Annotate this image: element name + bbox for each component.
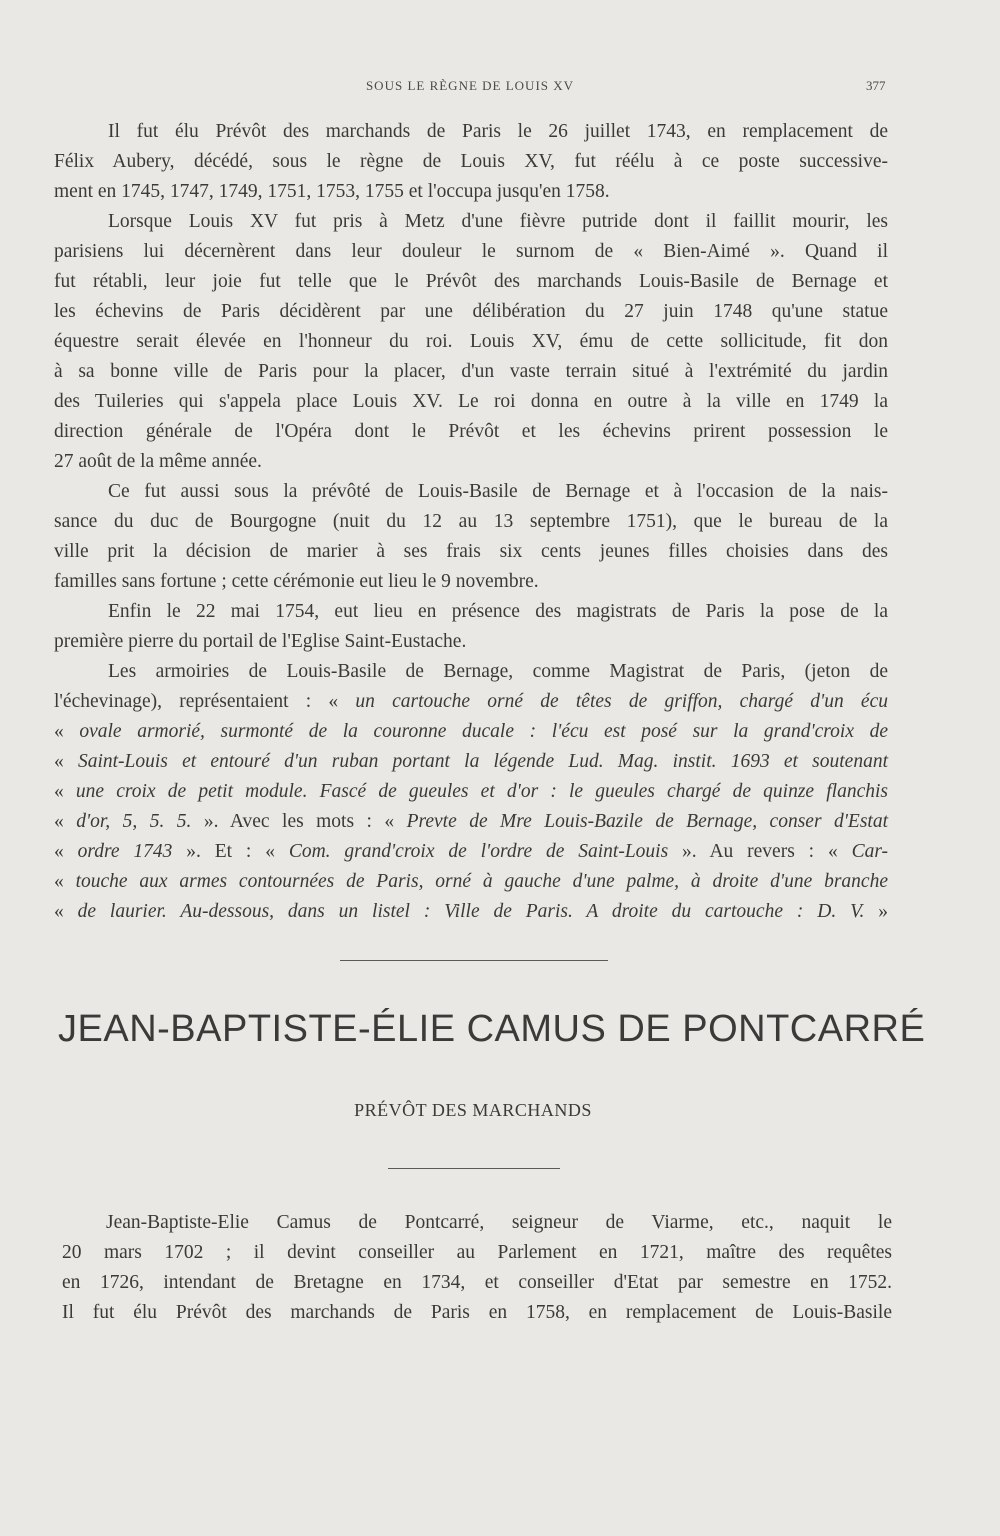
text-line: sance du duc de Bourgogne (nuit du 12 au 13 septembre 1751), que le bureau de la — [54, 511, 888, 532]
text-line: Jean-Baptiste-Elie Camus de Pontcarré, seigneur de Viarme, etc., naquit le — [106, 1212, 892, 1233]
text-line: Il fut élu Prévôt des marchands de Paris en 1758, en remplacement de Louis-Basile — [62, 1302, 892, 1323]
text-line: en 1726, intendant de Bretagne en 1734, et conseiller d'Etat par semestre en 1752. — [62, 1272, 892, 1293]
text-line: direction générale de l'Opéra dont le Prévôt et les échevins prirent possession le — [54, 421, 888, 442]
text-line: des Tuileries qui s'appela place Louis XV. Le roi donna en outre à la ville en 1749 la — [54, 391, 888, 412]
blazon-line: « une croix de petit module. Fascé de gueules et d'or : le gueules chargé de quinze flanchis — [54, 781, 888, 802]
text-line: équestre serait élevée en l'honneur du roi. Louis XV, ému de cette sollicitude, fit don — [54, 331, 888, 352]
page-number: 377 — [866, 78, 886, 93]
text-line: ment en 1745, 1747, 1749, 1751, 1753, 1755 et l'occupa jusqu'en 1758. — [54, 181, 610, 202]
text-line: première pierre du portail de l'Eglise Saint-Eustache. — [54, 631, 467, 652]
text-line: Les armoiries de Louis-Basile de Bernage, comme Magistrat de Paris, (jeton de — [108, 661, 888, 682]
section-divider — [340, 960, 608, 961]
text-line: Félix Aubery, décédé, sous le règne de Louis XV, fut réélu à ce poste successive- — [54, 151, 888, 172]
text-line: Ce fut aussi sous la prévôté de Louis-Basile de Bernage et à l'occasion de la nais- — [108, 481, 888, 502]
blazon-line: « Saint-Louis et entouré d'un ruban portant la légende Lud. Mag. instit. 1693 et soutenant — [54, 751, 888, 772]
text-line: les échevins de Paris décidèrent par une délibération du 27 juin 1748 qu'une statue — [54, 301, 888, 322]
text-line: Enfin le 22 mai 1754, eut lieu en présence des magistrats de Paris la pose de la — [108, 601, 888, 622]
section-heading: JEAN-BAPTISTE-ÉLIE CAMUS DE PONTCARRÉ — [58, 1008, 926, 1050]
text-line: familles sans fortune ; cette cérémonie eut lieu le 9 novembre. — [54, 571, 539, 592]
section-bernage-text — [54, 117, 889, 927]
text-line: 20 mars 1702 ; il devint conseiller au Parlement en 1721, maître des requêtes — [62, 1242, 892, 1263]
blazon-line: « d'or, 5, 5. 5. ». Avec les mots : « Prevte de Mre Louis-Bazile de Bernage, conser d'Estat — [54, 811, 889, 832]
text-line: parisiens lui décernèrent dans leur douleur le surnom de « Bien-Aimé ». Quand il — [54, 241, 888, 262]
text-line: Il fut élu Prévôt des marchands de Paris le 26 juillet 1743, en remplacement de — [108, 121, 888, 142]
text-line: fut rétabli, leur joie fut telle que le Prévôt des marchands Louis-Basile de Bernage et — [54, 271, 888, 292]
text-line: ville prit la décision de marier à ses frais six cents jeunes filles choisies dans des — [54, 541, 888, 562]
text-line: à sa bonne ville de Paris pour la placer, d'un vaste terrain situé à l'extrémité du jardin — [54, 361, 888, 382]
blazon-line: « ovale armorié, surmonté de la couronne ducale : l'écu est posé sur la grand'croix de — [54, 721, 888, 742]
subheading-divider — [388, 1168, 560, 1169]
text-line: Lorsque Louis XV fut pris à Metz d'une fièvre putride dont il faillit mourir, les — [108, 211, 888, 232]
running-header: SOUS LE RÈGNE DE LOUIS XV — [365, 78, 575, 93]
blazon-line: « touche aux armes contournées de Paris, orné à gauche d'une palme, à droite d'une branche — [54, 871, 888, 892]
blazon-line: « ordre 1743 ». Et : « Com. grand'croix de l'ordre de Saint-Louis ». Au revers : « Car- — [54, 841, 889, 862]
blazon-line: l'échevinage), représentaient : « un cartouche orné de têtes de griffon, chargé d'un écu — [54, 691, 888, 712]
text-line: 27 août de la même année. — [54, 451, 262, 472]
section-subheading: PRÉVÔT DES MARCHANDS — [354, 1100, 592, 1120]
blazon-line: « de laurier. Au-dessous, dans un listel : Ville de Paris. A droite du cartouche : D. V. » — [54, 901, 888, 922]
section-pontcarre-text — [62, 1208, 892, 1328]
